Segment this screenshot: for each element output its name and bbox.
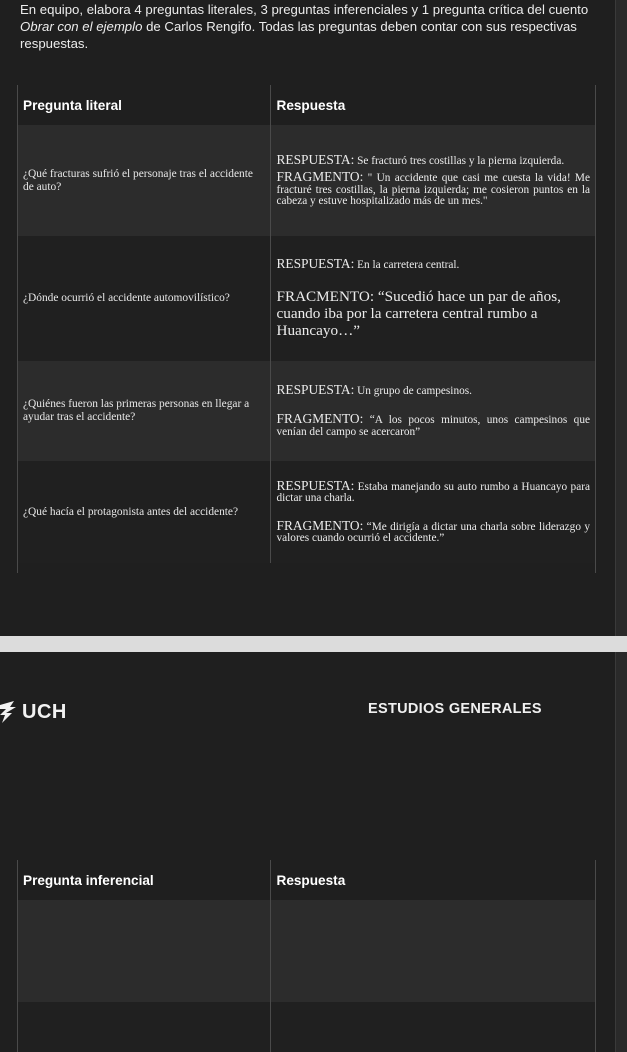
fragment-label: FRAGMENTO: xyxy=(276,411,364,427)
answer-value: Estaba manejando su auto rumbo a Huancayo para dictar una charla. xyxy=(276,480,590,504)
question-cell: ¿Qué hacía el protagonista antes del accidente? xyxy=(17,461,270,563)
uch-logo-icon xyxy=(0,701,18,723)
fragment-label: FRAGMENTO: xyxy=(276,518,364,533)
answer-value: Un grupo de campesinos. xyxy=(354,385,472,398)
question-cell: ¿Qué fracturas sufrió el personaje tras el accidente de auto? xyxy=(17,125,270,236)
answer-label: RESPUESTA: xyxy=(276,477,355,493)
page-separator xyxy=(0,636,627,652)
question-cell: ¿Quiénes fueron las primeras personas en llegar a ayudar tras el accidente? xyxy=(17,361,270,461)
question-cell: ¿Dónde ocurrió el accidente automovilístico? xyxy=(17,236,270,361)
instructions-text-1: En equipo, elabora 4 preguntas literales, 3 preguntas inferenciales y 1 pregunta crítica del cuento xyxy=(20,2,589,17)
instructions-paragraph xyxy=(20,1,610,52)
instructions-text-2: de Carlos Rengifo. Todas las preguntas deben contar con sus respectivas respuestas. xyxy=(20,19,577,51)
fragment-value: “A los pocos minutos, unos campesinos que venían del campo se acercaron” xyxy=(276,414,590,438)
fragment-label: FRAGMENTO: xyxy=(276,169,364,185)
header-literal-question: Pregunta literal xyxy=(17,85,270,125)
fragment-value: “Sucedió hace un par de años, cuando iba por la carretera central rumbo a Huancayo…” xyxy=(276,287,561,339)
answer-value: Se fracturó tres costillas y la pierna izquierda. xyxy=(354,155,565,168)
table-outline xyxy=(17,85,596,573)
table-outline xyxy=(17,860,596,1052)
header-inferential-question: Pregunta inferencial xyxy=(23,872,154,888)
answer-label: RESPUESTA: xyxy=(276,152,355,168)
answer-label: RESPUESTA: xyxy=(276,382,355,398)
fragment-value: " Un accidente que casi me cuesta la vida! Me fracturé tres costillas, la pierna izquierda; me cosieron puntos en la cabeza y estuve hospitalizado más de un mes." xyxy=(276,172,590,207)
fragment-value: “Me dirigía a dictar una charla sobre liderazgo y valores cuando ocurrió el accidente.” xyxy=(276,521,590,545)
scrollbar-track[interactable] xyxy=(615,0,627,1052)
answer-label: RESPUESTA: xyxy=(276,256,355,272)
department-title: ESTUDIOS GENERALES xyxy=(368,701,542,717)
uch-logo xyxy=(0,697,67,727)
logo-text: UCH xyxy=(22,700,67,723)
answer-value: En la carretera central. xyxy=(354,259,460,272)
header-answer: Respuesta xyxy=(270,860,596,900)
fragment-label: FRACMENTO: xyxy=(276,287,375,305)
header-answer: Respuesta xyxy=(270,85,596,125)
story-title: Obrar con el ejemplo xyxy=(20,19,143,34)
